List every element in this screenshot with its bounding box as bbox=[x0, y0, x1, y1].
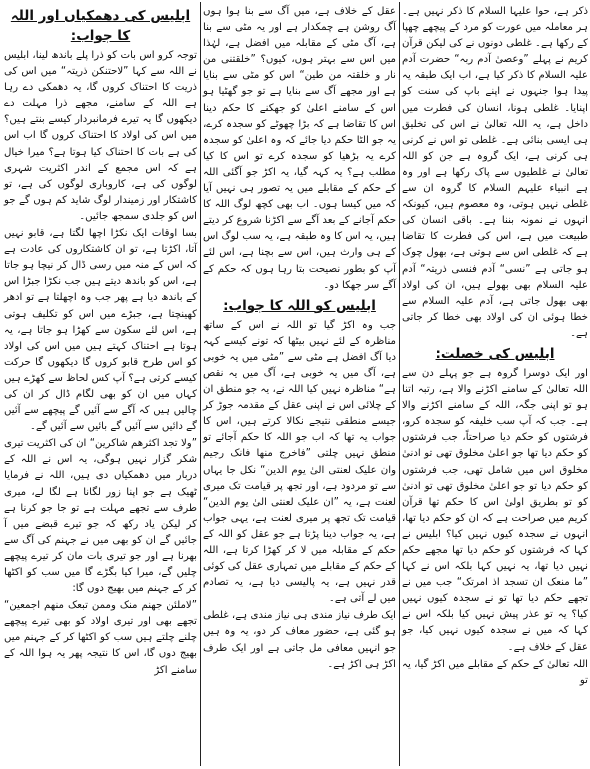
paragraph: بسا اوقات ایک نکڑا اچھا لگتا ہے، قابو نہیں آتا، اکڑتا ہے، تو ان کاشتکاروں کی عادت ہے کہ اس کے منہ میں رسی ڈال کر نیچا ہو جاتا ہے، اس کو باندھ دیتے ہیں جب نکڑا جبڑا اس کے باندھ دیا ہے پھر جب وہ اچھلتا ہے تو ادھر کھینچتا ہے، جبڑے میں اس کو تکلیف ہوتی ہے، اس لئے سکون سے کھڑا ہو جاتا ہے، یہ ہوتا ہے احتناک کہتے ہیں میں اس کی اولاد کو اس طرح قابو کروں گا دیکھوں گا حرکت کیسے کرتی ہے؟ آپ کس لحاظ سے کھڑے ہیں کہاں میں ان کو بھی لگام ڈال کر ان کی چالیں ہیں کہ آگے سے آئیں گے پیچھے سے آئیں گے دائیں سے آئیں گے بائیں سے آئیں گے۔ bbox=[4, 228, 197, 433]
paragraph: اور ایک دوسرا گروہ ہے جو پہلے دن سے اللہ تعالیٰ کے سامنے اکڑنے والا ہے، رتبہ اتنا ہو تو اپنی جگہ، اللہ کے سامنے اکڑنے والا ہے۔ جب کہ آپ سب خلیفہ کو سجدہ کرو، فرشتوں کو حکم دیا صراحتاً، جب فرشتوں کو حکم دیا تھا جو اعلیٰ مخلوق تھی تو ادنیٰ مخلوق اس میں شامل تھی، جب فرشتوں کو حکم دیا تو جو اعلیٰ مخلوق تھی تو ادنیٰ کو تو بطریق اولیٰ اس کا حکم تھا قرآن کریم میں صراحت ہے کہ ان کو حکم دیا تھا، انہوں نے سجدہ کیوں نہیں کیا؟ ابلیس نے کہا کہ فرشتوں کو حکم دیا تھا مجھے حکم نہیں دیا تھا، یہ نہیں کہا بلکہ اس نے کہا ”ما منعک ان تسجد اذ امرتک“ جب میں نے تجھے حکم دیا تھا تو نے سجدہ کیوں نہیں کیا؟ یہ تو عذر پیش نہیں کیا بلکہ اس نے کہا کہ میں نے سجدہ کیوں نہیں کیا، جو عقل کے خلاف ہے۔ bbox=[402, 367, 588, 653]
paragraph: ”ولا تجد اکثرھم شاکرین“ ان کی اکثریت تیری شکر گزار نہیں ہوگی، یہ اس نے اللہ کے دربار میں دھمکیاں دی ہیں، اللہ نے فرمایا ٹھیک ہے جو اپنا زور لگانا ہے لگا لے، میری طرف سے تجھے مہلت ہے تو جا جو کرنا ہے کر لیکن یاد رکھ کہ جو تیرے قبضے میں آ جائیں گے ان کو بھی میں نے جہنم کی آگ سے بھرنا ہے اور جو تیری بات مان کر تیرے پیچھے چلیں گے، میرا کیا بگڑے گا میں سب کو اکٹھا کر کے جہنم میں بھیج دوں گا: bbox=[4, 438, 197, 595]
column-middle bbox=[203, 4, 396, 673]
column-right bbox=[402, 4, 588, 689]
paragraph: ایک طرف نیاز مندی ہی نیاز مندی ہے، غلطی ہو گئی ہے، حضور معاف کر دو، یہ وہ ہیں جو انہیں معافی مل جاتی ہے اور ایک طرف اکڑ ہی اکڑ ہے۔ bbox=[203, 610, 396, 670]
column-divider bbox=[200, 2, 201, 766]
paragraph: ذکر ہے، حوا علیہا السلام کا ذکر نہیں ہے۔ ہر معاملہ میں عورت کو مرد کے پیچھے چھپا کے رکھا ہے۔ غلطی دونوں نے کی لیکن قرآن کریم نے پہلے ”وعصیٰ آدم ربہ“ حضرت آدم علیہ السلام کا ذکر کیا ہے، اب ایک طبقہ یہ پیدا ہوا جنہوں نے اپنے باپ کی سنت کو اپنایا۔ غلطی ہونا، انسان کی فطرت میں داخل ہے، یہ اللہ تعالیٰ نے اس کی تخلیق ہی ایسی بنائی ہے۔ غلطی تو اس نے کرنی ہی کرنی ہے، ایک گروہ ہے جن کو اللہ تعالیٰ نے غلطیوں سے پاک رکھا ہے اور وہ ہے انبیاء علیہم السلام کا گروہ ان سے غلطی نہیں ہوتی، وہ معصوم ہیں، کیونکہ انہوں نے نمونہ بننا ہے۔ باقی انسان کی طبیعت میں ہے، اس کی فطرت کا تقاضا ہے کہ غلطی اس سے ہوتی ہے، بھول چوک ہو جاتی ہے ”نسی“ آدم فنسی ذریتہ“ آدم علیہ السلام بھی بھولے ہیں، ان کی اولاد بھی بھول جاتی ہے، آدم علیہ السلام سے خطا ہوئی ان کی اولاد بھی خطا کر جاتی ہے۔ bbox=[402, 6, 588, 339]
column-divider bbox=[399, 2, 400, 766]
paragraph: توجہ کرو اس بات کو ذرا پلے باندھ لینا، ابلیس نے اللہ سے کہا ”لاحتنکن ذریتہ“ میں اس کی ذریت کا احتناک کروں گا، یہ دھمکی دے رہا ہے اللہ کے سامنے، مجھے ذرا مہلت دے دیکھوں گا یہ تیرے فرمانبردار کیسے بنتے ہیں؟ میں اس کی اولاد کا احتناک کروں گا اب اس کی ہے بات کا احتناک کیا ہوتا ہے؟ میرا خیال ہے کہ اس مجمع کے اندر اکثریت شہری لوگوں کی ہے، کاروباری لوگوں کی ہے، تو کاشتکار اور زمیندار لوگ شاید کم ہوں گے جو اس کو جلدی سمجھ جائیں۔ bbox=[4, 50, 197, 222]
section-heading: ابلیس کو اللہ کا جواب: bbox=[223, 297, 376, 314]
paragraph: اللہ تعالیٰ کے حکم کے مقابلے میں اکڑ گیا، یہ تو bbox=[402, 658, 588, 686]
paragraph: عقل کے خلاف ہے، میں آگ سے بنا ہوا ہوں آگ روشن ہے چمکدار ہے اور یہ مٹی سے بنا ہے، آگ مٹی کے مقابلہ میں افضل ہے، لہٰذا میں اس سے بہتر ہوں، کیوں؟ ”خلقتنی من نار و خلقتہ من طین“ اس کو مٹی سے بنایا ہے اور مجھے آگ سے بنایا ہے تو جو گھٹیا ہو اس کے سامنے اعلیٰ کو جھکنے کا حکم دینا اس کا تقاضا ہے کہ بڑا چھوٹے کو سجدہ کرے، یہ جو الٹا حکم دیا جائے کہ وہ اعلیٰ کو سجدہ کرے یہ بڑھیا کو سجدہ کرے تو اس کا کیا مطلب ہے؟ یہ کہہ گیا، یہ اکڑ جو آگئی اللہ کے حکم کے مقابلے میں یہ تصور ہی نہیں آیا کہ میں کیسا ہوں۔ اب بھی کچھ لوگ اللہ کا حکم آجانے کے بعد آگے سے اکڑنا شروع کر دیتے ہیں، یہ اس کا وہ طبقہ ہے، یہ سب لوگ اس کے ہی وارث ہیں، اس سے بچنا ہے، اس لئے آپ کو بطور نصیحت بتا رہا ہوں کہ حکم کے آگے سر جھکا دو۔ bbox=[202, 6, 396, 291]
column-left bbox=[4, 4, 197, 679]
section-heading: ابلیس کی خصلت: bbox=[435, 345, 555, 362]
paragraph: ”لاملئن جھنم منک وممن تبعک منھم اجمعین“ تجھے بھی اور تیری اولاد کو بھی تیرے پیچھے چلنے چلتے ہیں سب کو اکٹھا کر کے جہنم میں بھیج دوں گا، اس کا نتیجہ پھر یہ ہوا اللہ کے سامنے اکڑ bbox=[4, 600, 197, 676]
section-heading: ابلیس کی دھمکیاں اور اللہ کا جواب: bbox=[10, 8, 191, 44]
paragraph: جب وہ اکڑ گیا تو اللہ نے اس کے ساتھ مناظرہ کے لئے نہیں بیٹھا کہ تونے کیسے کہہ دیا آگ افضل ہے مٹی سے ”مٹی میں یہ خوبی ہے، آگ میں یہ خوبی ہے، آگ میں یہ نقص ہے“ مناظرہ نہیں کیا اللہ نے، یہ جو منطق ان کے چلائی اس نے اپنی عقل کے مقدمہ جوڑ کر جیسے منطقی نتیجے نکالا کرتے ہیں، اس کا جواب یہ تھا کہ اب جو اللہ کا حکم آجائے تو منطق نہیں چلتی ”فاخرج منھا فانک رجیم وان علیک لعنتی الیٰ یوم الدین“ نکل جا یہاں سے تو مردود ہے، اور تجھ پر قیامت تک میری لعنت ہے، یہ ”ان علیک لعنتی الیٰ یوم الدین“ قیامت تک تجھ پر میری لعنت ہے، یہی جواب ہے، یہ جواب دینا پڑتا ہے جو عقل کو اللہ کے حکم کے مقابلہ میں لا کر کھڑا کرتا ہے، اللہ کے حکم کے مقابلے میں تمہاری عقل کی کوئی قدر نہیں ہے، یہ پالیسی دیا ہے، یہ تصادم میں لے آتی ہے۔ bbox=[203, 319, 396, 605]
